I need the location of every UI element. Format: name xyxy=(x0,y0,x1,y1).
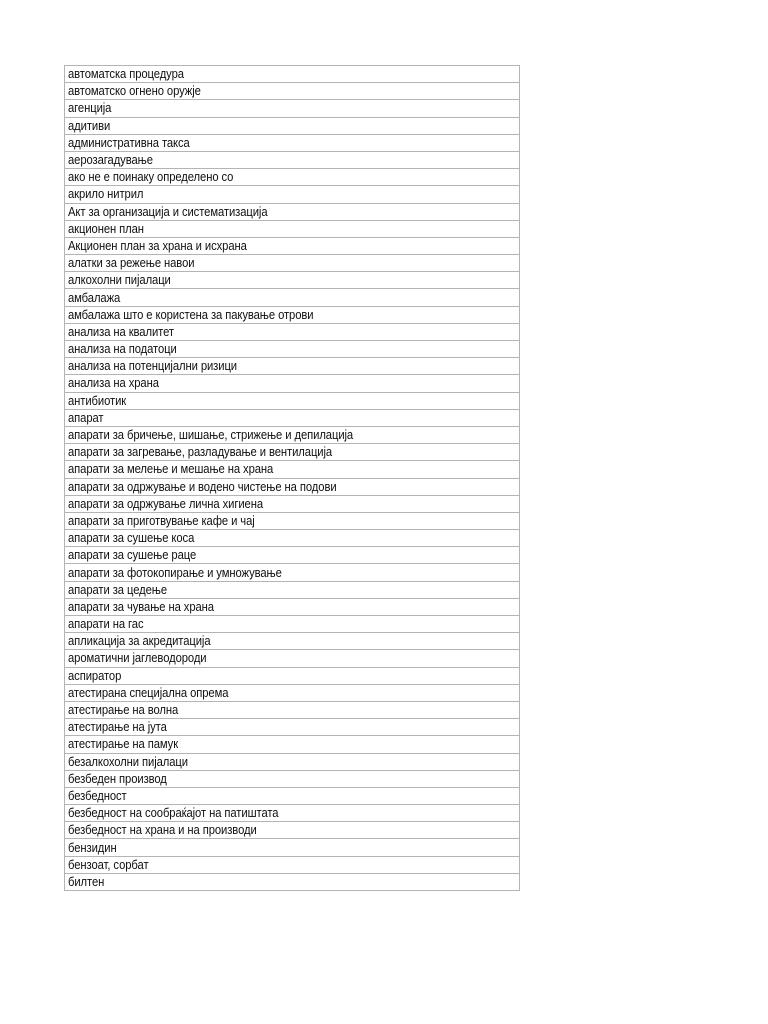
term-text: безбедност xyxy=(68,788,127,803)
table-row xyxy=(65,83,520,100)
term-cell xyxy=(65,341,520,358)
table-row xyxy=(65,426,520,443)
term-cell xyxy=(65,220,520,237)
term-cell xyxy=(65,169,520,186)
table-row xyxy=(65,306,520,323)
table-row xyxy=(65,203,520,220)
term-cell xyxy=(65,598,520,615)
term-text: апарати за фотокопирање и умножување xyxy=(68,565,282,580)
term-cell xyxy=(65,186,520,203)
table-row xyxy=(65,255,520,272)
table-row xyxy=(65,650,520,667)
term-text: акрило нитрил xyxy=(68,187,144,202)
term-cell xyxy=(65,719,520,736)
table-row xyxy=(65,787,520,804)
term-text: автоматска процедура xyxy=(68,67,184,82)
term-text: апарат xyxy=(68,410,104,425)
term-cell xyxy=(65,272,520,289)
term-text: атестирање на јута xyxy=(68,720,167,735)
table-row xyxy=(65,272,520,289)
table-row xyxy=(65,289,520,306)
table-row xyxy=(65,753,520,770)
term-cell xyxy=(65,873,520,890)
table-row xyxy=(65,392,520,409)
term-cell xyxy=(65,616,520,633)
term-cell xyxy=(65,134,520,151)
table-row xyxy=(65,134,520,151)
term-text: апарати за цедење xyxy=(68,582,167,597)
term-text: автоматско огнено оружје xyxy=(68,84,201,99)
term-text: апарати за чување на храна xyxy=(68,599,214,614)
term-cell xyxy=(65,151,520,168)
term-text: билтен xyxy=(68,874,105,889)
term-text: акционен план xyxy=(68,221,144,236)
table-row xyxy=(65,495,520,512)
term-text: алатки за режење навои xyxy=(68,256,195,271)
term-cell xyxy=(65,237,520,254)
term-text: Акт за организација и систематизација xyxy=(68,204,268,219)
term-cell xyxy=(65,650,520,667)
term-text: бензоат, сорбат xyxy=(68,857,149,872)
table-row xyxy=(65,169,520,186)
table-row xyxy=(65,530,520,547)
term-cell xyxy=(65,426,520,443)
term-cell xyxy=(65,100,520,117)
term-text: безбеден производ xyxy=(68,771,167,786)
term-cell xyxy=(65,358,520,375)
table-row xyxy=(65,512,520,529)
term-cell xyxy=(65,822,520,839)
table-row xyxy=(65,616,520,633)
table-row xyxy=(65,736,520,753)
term-cell xyxy=(65,839,520,856)
term-text: атестирање на памук xyxy=(68,737,179,752)
term-text: анализа на квалитет xyxy=(68,324,174,339)
table-row xyxy=(65,358,520,375)
table-row xyxy=(65,220,520,237)
term-cell xyxy=(65,564,520,581)
term-cell xyxy=(65,375,520,392)
table-row xyxy=(65,598,520,615)
term-text: апарати за сушење коса xyxy=(68,531,195,546)
table-row xyxy=(65,822,520,839)
term-cell xyxy=(65,530,520,547)
table-row xyxy=(65,478,520,495)
term-text: апарати за одржување лична хигиена xyxy=(68,496,263,511)
table-row xyxy=(65,151,520,168)
term-cell xyxy=(65,255,520,272)
term-cell xyxy=(65,633,520,650)
term-cell xyxy=(65,409,520,426)
term-cell xyxy=(65,856,520,873)
term-text: аспиратор xyxy=(68,668,122,683)
table-row xyxy=(65,633,520,650)
term-text: адитиви xyxy=(68,118,111,133)
table-row xyxy=(65,839,520,856)
table-row xyxy=(65,684,520,701)
table-row xyxy=(65,375,520,392)
term-cell xyxy=(65,581,520,598)
term-text: апарати за бричење, шишање, стрижење и депилација xyxy=(68,428,354,443)
term-cell xyxy=(65,117,520,134)
term-cell xyxy=(65,289,520,306)
term-text: атестирана специјална опрема xyxy=(68,685,229,700)
term-cell xyxy=(65,83,520,100)
term-text: апарати за загревање, разладување и вентилација xyxy=(68,445,333,460)
term-cell xyxy=(65,547,520,564)
term-text: антибиотик xyxy=(68,393,127,408)
table-row xyxy=(65,100,520,117)
term-text: апарати за приготвување кафе и чај xyxy=(68,513,255,528)
term-cell xyxy=(65,203,520,220)
term-text: анализа на потенцијални ризици xyxy=(68,359,238,374)
term-text: анализа на податоци xyxy=(68,342,177,357)
terms-table xyxy=(64,65,520,891)
table-row xyxy=(65,444,520,461)
table-row xyxy=(65,667,520,684)
term-text: апарати за одржување и водено чистење на подови xyxy=(68,479,337,494)
term-text: апарати за мелење и мешање на храна xyxy=(68,462,274,477)
term-text: Акционен план за храна и исхрана xyxy=(68,238,247,253)
term-text: анализа на храна xyxy=(68,376,159,391)
term-cell xyxy=(65,392,520,409)
term-text: алкохолни пијалаци xyxy=(68,273,171,288)
term-cell xyxy=(65,306,520,323)
term-cell xyxy=(65,787,520,804)
term-text: бензидин xyxy=(68,840,117,855)
term-text: ароматични јаглеводороди xyxy=(68,651,207,666)
term-cell xyxy=(65,495,520,512)
term-cell xyxy=(65,512,520,529)
table-row xyxy=(65,341,520,358)
term-cell xyxy=(65,667,520,684)
term-text: безбедност на храна и на производи xyxy=(68,823,257,838)
term-cell xyxy=(65,805,520,822)
term-cell xyxy=(65,770,520,787)
table-row xyxy=(65,547,520,564)
term-text: апарати на гас xyxy=(68,617,144,632)
table-row xyxy=(65,719,520,736)
table-row xyxy=(65,564,520,581)
table-row xyxy=(65,409,520,426)
term-cell xyxy=(65,701,520,718)
term-text: агенција xyxy=(68,101,112,116)
term-text: амбалажа xyxy=(68,290,121,305)
table-row xyxy=(65,461,520,478)
table-row xyxy=(65,117,520,134)
term-cell xyxy=(65,753,520,770)
term-text: безалкохолни пијалаци xyxy=(68,754,188,769)
table-row xyxy=(65,701,520,718)
term-cell xyxy=(65,66,520,83)
term-cell xyxy=(65,736,520,753)
terms-table-body xyxy=(65,66,520,891)
term-cell xyxy=(65,684,520,701)
table-row xyxy=(65,770,520,787)
term-cell xyxy=(65,444,520,461)
term-cell xyxy=(65,323,520,340)
term-text: апарати за сушење раце xyxy=(68,548,197,563)
table-row xyxy=(65,237,520,254)
term-text: аерозагадување xyxy=(68,153,153,168)
term-text: административна такса xyxy=(68,135,190,150)
table-row xyxy=(65,873,520,890)
term-cell xyxy=(65,478,520,495)
term-text: ако не е поинаку определено со xyxy=(68,170,234,185)
table-row xyxy=(65,805,520,822)
table-row xyxy=(65,581,520,598)
term-text: апликација за акредитација xyxy=(68,634,211,649)
term-text: амбалажа што е користена за пакување отрови xyxy=(68,307,314,322)
table-row xyxy=(65,323,520,340)
term-text: атестирање на волна xyxy=(68,703,179,718)
table-row xyxy=(65,856,520,873)
term-text: безбедност на сообраќајот на патиштата xyxy=(68,806,279,821)
table-row xyxy=(65,186,520,203)
term-cell xyxy=(65,461,520,478)
table-row xyxy=(65,66,520,83)
